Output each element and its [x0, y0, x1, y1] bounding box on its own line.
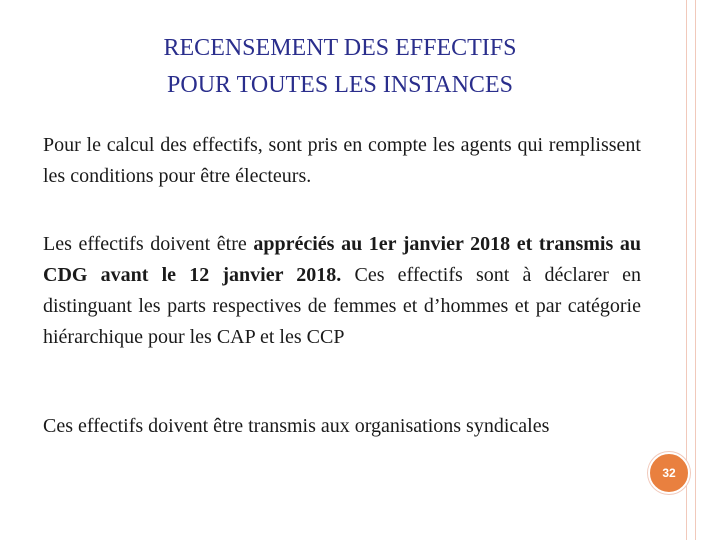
slide-title	[60, 30, 620, 104]
slide-title-line1: RECENSEMENT DES EFFECTIFS	[163, 35, 517, 61]
paragraph-transmission-syndicats: Ces effectifs doivent être transmis aux organisations syndicales	[43, 415, 550, 437]
paragraph2-intro: Les effectifs doivent être	[43, 233, 254, 255]
paragraph2-bold-a: appréciés	[253, 233, 335, 255]
paragraph-calcul-effectifs: Pour le calcul des effectifs, sont pris en compte les agents qui remplissent les conditions pour être électeurs.	[43, 134, 641, 187]
slide-title-line2: POUR TOUTES LES INSTANCES	[167, 72, 513, 98]
paragraph2-rest: Ces effectifs sont à déclarer en distinguant les parts respectives de femmes et d’hommes et par catégorie hiérarchique pour les CAP et les CCP	[43, 264, 641, 348]
decorative-rule-right	[695, 0, 696, 540]
page-number-badge: 32	[648, 452, 690, 494]
paragraph2-bold-b: au 1er janvier 2018 et transmis au CDG avant le 12 janvier 2018.	[43, 233, 641, 286]
paragraph-appreciation-effectifs	[43, 229, 641, 353]
decorative-rule-left	[686, 0, 687, 540]
